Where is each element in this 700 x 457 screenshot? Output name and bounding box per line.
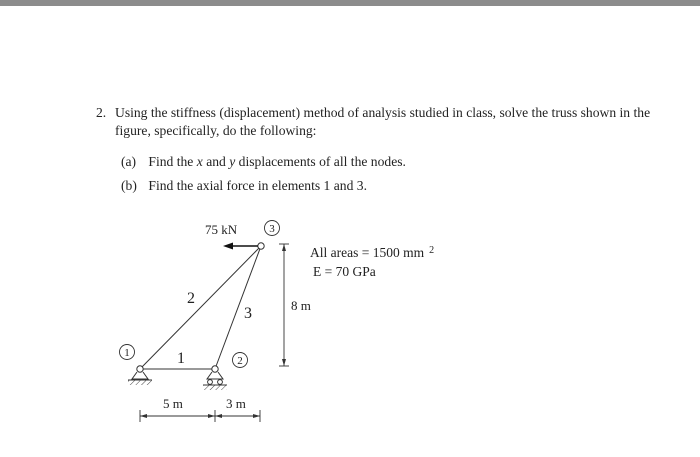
modulus-property: E = 70 GPa <box>313 264 376 279</box>
span-dimension <box>140 410 260 422</box>
part-a-text-mid: and <box>202 154 230 169</box>
element-3-label: 3 <box>244 305 252 322</box>
element-1-label: 1 <box>177 350 185 367</box>
node-3-label: 3 <box>269 223 275 235</box>
part-a-text-pre: Find the <box>148 154 197 169</box>
load-label: 75 kN <box>205 222 238 237</box>
problem-number: 2. <box>96 105 107 120</box>
node-2-label: 2 <box>237 355 243 367</box>
part-a-label: (a) <box>121 154 137 169</box>
span-b-label: 3 m <box>226 396 246 411</box>
part-a-var-y: y <box>229 154 236 169</box>
areas-text: All areas = 1500 mm <box>310 245 425 260</box>
part-a-text-post: displacements of all the nodes. <box>235 154 406 169</box>
height-dimension <box>279 244 289 366</box>
height-dimension-label: 8 m <box>291 298 311 313</box>
element-3-member <box>215 246 261 369</box>
problem-stem: Using the stiffness (displacement) method of analysis studied in class, solve the truss shown in the figure, specifically, do the following: <box>115 105 651 138</box>
load-arrow <box>223 243 258 250</box>
part-b-label: (b) <box>121 178 137 193</box>
part-b-text: Find the axial force in elements 1 and 3. <box>148 178 367 193</box>
span-a-label: 5 m <box>163 396 183 411</box>
part-a-var-x: x <box>196 154 203 169</box>
element-2-label: 2 <box>187 290 195 307</box>
areas-exponent: 2 <box>429 245 435 256</box>
node-1-label: 1 <box>124 347 130 359</box>
joint-node-3 <box>258 243 264 249</box>
element-2-member <box>140 246 261 369</box>
areas-property <box>310 245 434 260</box>
